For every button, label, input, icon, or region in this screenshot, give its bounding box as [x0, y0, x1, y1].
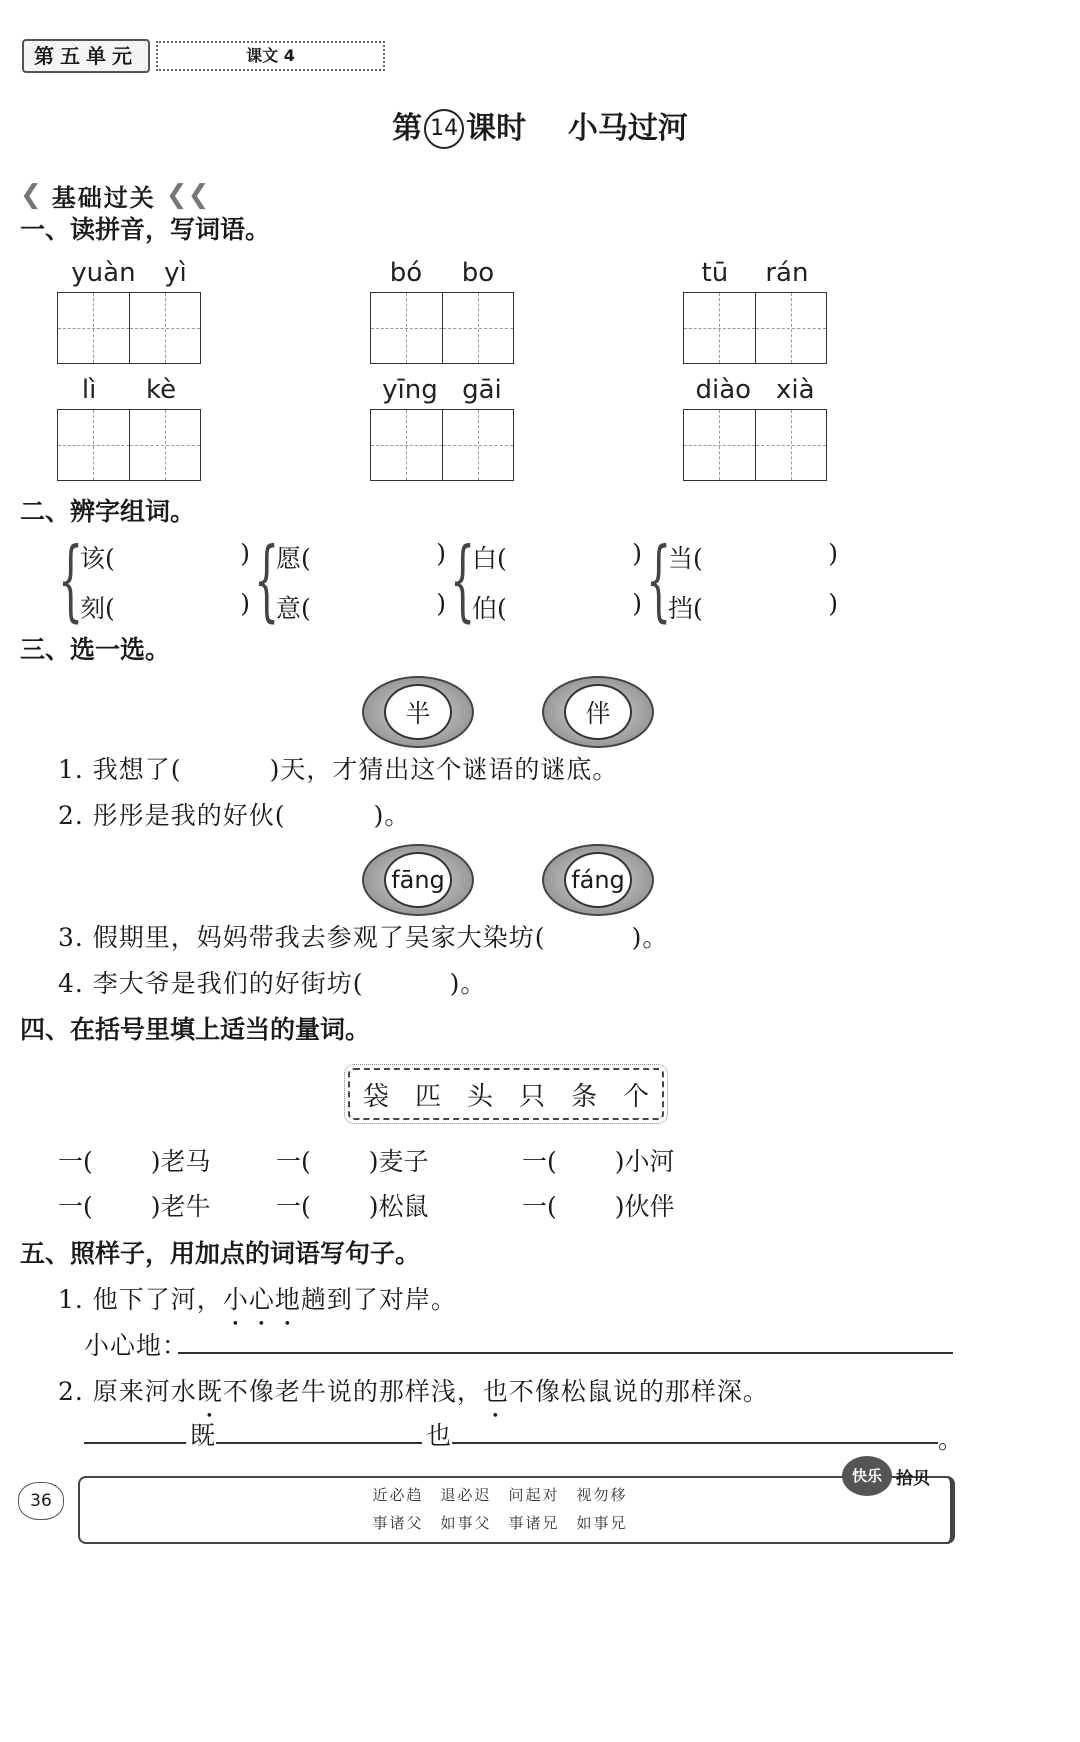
- item-pre: 一(: [522, 1192, 557, 1221]
- item-post: )老牛: [150, 1192, 211, 1221]
- choice-oval: [362, 676, 474, 748]
- close-paren: ): [240, 589, 250, 618]
- item-pre: 一(: [276, 1192, 311, 1221]
- word-ji: 既: [190, 1421, 217, 1450]
- pinyin-item: [57, 258, 201, 364]
- item-pre: 一(: [58, 1147, 93, 1176]
- writing-grid[interactable]: [57, 409, 201, 481]
- title-prefix: 第: [392, 111, 423, 146]
- char-b: 挡(: [668, 594, 703, 623]
- measure-item: [58, 1142, 211, 1178]
- item-pre: 一(: [58, 1192, 93, 1221]
- item-post: )伙伴: [614, 1192, 675, 1221]
- q4-heading: 四、在括号里填上适当的量词。: [20, 1015, 371, 1044]
- pinyin-1: yīng: [382, 375, 438, 405]
- item-post: )麦子: [368, 1147, 429, 1176]
- word-ye: 也: [426, 1421, 453, 1450]
- sentence-text: 1. 他下了河，: [58, 1285, 223, 1314]
- choice-oval: [362, 844, 474, 916]
- writing-grid[interactable]: [370, 292, 514, 364]
- dotted-char: 地: [274, 1285, 301, 1314]
- measure-word-box: [348, 1068, 664, 1120]
- dotted-char: 既: [196, 1377, 223, 1406]
- sentence-3: [58, 918, 668, 954]
- pinyin-1: yuàn: [71, 258, 136, 288]
- measure-word: 条: [570, 1081, 597, 1112]
- brace-icon: {: [646, 528, 672, 631]
- example-sentence-2: [58, 1372, 769, 1408]
- sentence-end: 。: [938, 1425, 965, 1454]
- sentence-text: 2. 原来河水: [58, 1377, 197, 1406]
- sentence-1: [58, 750, 618, 786]
- char-a: 白(: [472, 544, 507, 573]
- measure-word: 个: [622, 1081, 649, 1112]
- item-post: )小河: [614, 1147, 675, 1176]
- measure-item: [522, 1142, 675, 1178]
- banner-text: 基础过关: [51, 183, 156, 212]
- close-paren: ): [240, 539, 250, 568]
- sentence-text: )。: [631, 923, 669, 952]
- example-sentence-1: [58, 1280, 457, 1316]
- sentence-text: )。: [373, 801, 411, 830]
- prompt-1: 小心地：: [84, 1331, 189, 1360]
- page-title: [0, 103, 1080, 149]
- dotted-char: 小: [222, 1285, 249, 1314]
- sentence-text: 3. 假期里，妈妈带我去参观了吴家大染坊(: [58, 923, 546, 952]
- measure-word: 只: [518, 1081, 545, 1112]
- footer-line-2: 事诸父 如事父 事诸兄 如事兄: [372, 1514, 628, 1532]
- section-banner: [20, 175, 209, 215]
- pinyin-item: [683, 375, 827, 481]
- lesson-tag: 课文 4: [156, 41, 385, 71]
- sentence-text: 2. 彤彤是我的好伙(: [58, 801, 286, 830]
- q5-heading: 五、照样子，用加点的词语写句子。: [20, 1239, 421, 1268]
- writing-grid[interactable]: [683, 292, 827, 364]
- measure-word: 匹: [414, 1081, 441, 1112]
- close-paren: ): [828, 589, 838, 618]
- pinyin-2: bo: [461, 258, 495, 288]
- measure-word: 袋: [362, 1081, 389, 1112]
- pinyin-2: gāi: [462, 375, 502, 405]
- sentence-text: 不像松鼠说的那样深。: [508, 1377, 769, 1406]
- close-paren: ): [436, 539, 446, 568]
- word-group: [646, 528, 838, 635]
- unit-header: [22, 40, 385, 72]
- pinyin-item: [370, 375, 514, 481]
- close-paren: ): [632, 539, 642, 568]
- close-paren: ): [436, 589, 446, 618]
- choice-pinyin: fāng: [384, 852, 452, 908]
- title-suffix: 课时: [466, 111, 527, 146]
- unit-label: 第五单元: [22, 39, 150, 73]
- sentence-4: [58, 964, 486, 1000]
- answer-line[interactable]: [216, 1442, 422, 1444]
- choice-pinyin: fáng: [564, 852, 632, 908]
- answer-line[interactable]: [84, 1442, 186, 1444]
- choice-oval: [542, 844, 654, 916]
- pinyin-2: xià: [775, 375, 815, 405]
- char-a: 当(: [668, 544, 703, 573]
- measure-item: [276, 1142, 429, 1178]
- dotted-char: 也: [482, 1377, 509, 1406]
- sentence-text: )天，才猜出这个谜语的谜底。: [269, 755, 619, 784]
- answer-line[interactable]: [178, 1352, 953, 1354]
- pinyin-1: tū: [701, 258, 729, 288]
- pinyin-1: diào: [695, 375, 752, 405]
- measure-item: [276, 1187, 429, 1223]
- dotted-char: 心: [248, 1285, 275, 1314]
- pinyin-item: [683, 258, 827, 364]
- measure-item: [58, 1187, 211, 1223]
- choice-char: 伴: [564, 684, 632, 740]
- q2-heading: 二、辨字组词。: [20, 497, 196, 526]
- word-group: [450, 528, 642, 635]
- item-post: )松鼠: [368, 1192, 429, 1221]
- sentence-text: 1. 我想了(: [58, 755, 182, 784]
- q3-heading: 三、选一选。: [20, 635, 171, 664]
- item-pre: 一(: [276, 1147, 311, 1176]
- sentence-2: [58, 796, 410, 832]
- pinyin-1: bó: [389, 258, 423, 288]
- brand-logo: [842, 1456, 930, 1496]
- page-number: 36: [18, 1482, 64, 1520]
- pinyin-2: kè: [146, 375, 177, 405]
- footer-line-1: 近必趋 退必迟 问起对 视勿移: [372, 1486, 628, 1504]
- pinyin-2: yì: [164, 258, 187, 288]
- char-b: 刻(: [80, 594, 115, 623]
- word-group: [58, 528, 250, 635]
- q1-heading: 一、读拼音，写词语。: [20, 215, 271, 244]
- measure-word: 头: [466, 1081, 493, 1112]
- measure-item: [522, 1187, 675, 1223]
- sentence-text: )。: [449, 969, 487, 998]
- chevron-left-double-icon: ❮❮: [165, 180, 210, 210]
- choice-oval: [542, 676, 654, 748]
- logo-text: 拾贝: [896, 1468, 930, 1489]
- logo-bubble: 快乐: [842, 1456, 892, 1496]
- writing-grid[interactable]: [370, 409, 514, 481]
- char-b: 伯(: [472, 594, 507, 623]
- close-paren: ): [828, 539, 838, 568]
- item-pre: 一(: [522, 1147, 557, 1176]
- char-b: 意(: [276, 594, 311, 623]
- pinyin-item: [57, 375, 201, 481]
- close-paren: ): [632, 589, 642, 618]
- char-a: 该(: [80, 544, 115, 573]
- sentence-text: 趟到了对岸。: [300, 1285, 457, 1314]
- item-post: )老马: [150, 1147, 211, 1176]
- lesson-name: 小马过河: [567, 111, 688, 146]
- sentence-text: 不像老牛说的那样浅，: [222, 1377, 483, 1406]
- word-group: [254, 528, 446, 635]
- brace-icon: {: [450, 528, 476, 631]
- answer-line[interactable]: [452, 1442, 938, 1444]
- pinyin-2: rán: [765, 258, 809, 288]
- brace-icon: {: [58, 528, 84, 631]
- sentence-text: 4. 李大爷是我们的好街坊(: [58, 969, 364, 998]
- char-a: 愿(: [276, 544, 311, 573]
- brace-icon: {: [254, 528, 280, 631]
- choice-char: 半: [384, 684, 452, 740]
- pinyin-item: [370, 258, 514, 364]
- writing-grid[interactable]: [57, 292, 201, 364]
- pinyin-1: lì: [81, 375, 97, 405]
- writing-grid[interactable]: [683, 409, 827, 481]
- chevron-left-icon: ❮: [20, 180, 42, 210]
- lesson-number: 14: [424, 109, 464, 149]
